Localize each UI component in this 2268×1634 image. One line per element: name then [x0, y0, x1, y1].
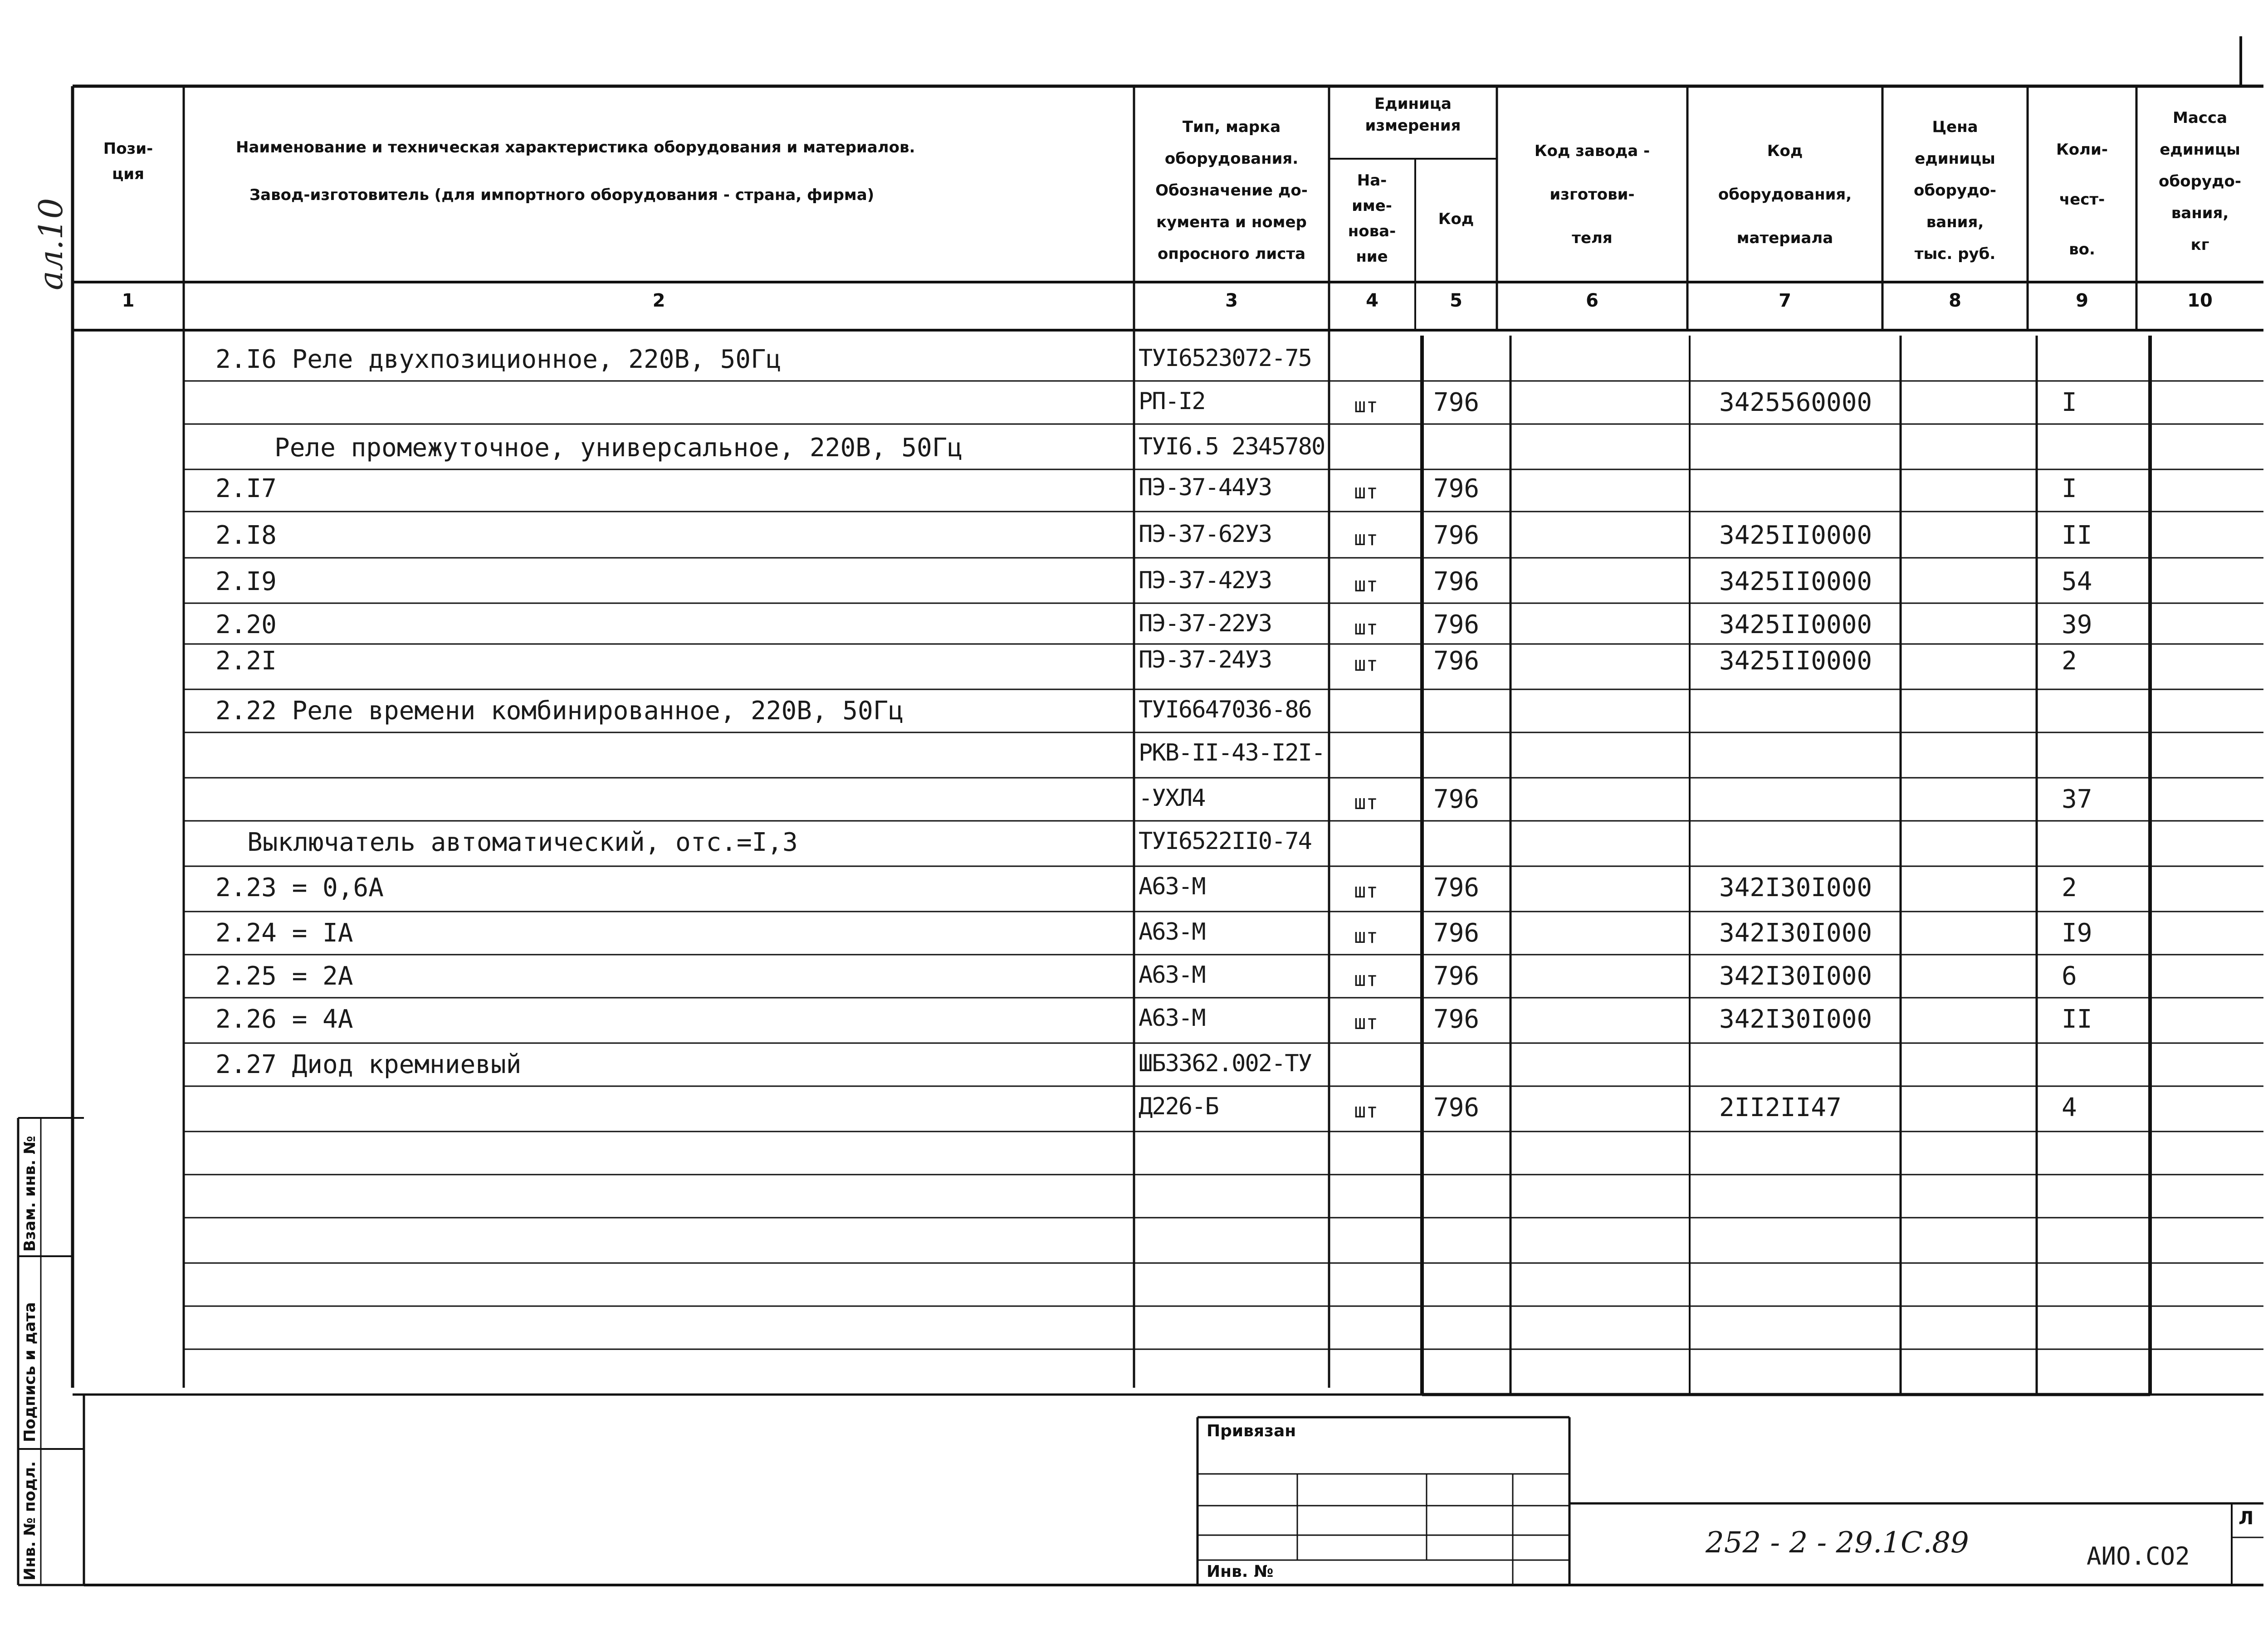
row-quantity: II: [2062, 1005, 2092, 1034]
replacement-inventory-label: Взам. инв. №: [21, 1136, 39, 1252]
column-number-3: 3: [1225, 290, 1238, 311]
sheet-code: АИО.СО2: [2087, 1542, 2190, 1571]
document-code: 252 - 2 - 29.1С.89: [1706, 1526, 1969, 1560]
side-label: ал.10: [32, 198, 70, 290]
row-type: РП-I2: [1139, 388, 1205, 415]
row-quantity: I9: [2062, 918, 2092, 948]
row-equipment-code: 2II2II47: [1719, 1093, 1842, 1122]
row-unit-code: 796: [1433, 1005, 1480, 1034]
header-type: Тип, марка оборудования. Обозначение до- кумента и номер опросного листа: [1155, 118, 1308, 263]
row-name: 2.I9: [215, 567, 277, 596]
row-unit-code: 796: [1433, 474, 1480, 503]
row-name: 2.I6 Реле двухпозиционное, 220В, 50Гц: [215, 345, 782, 374]
column-number-5: 5: [1450, 290, 1462, 311]
row-quantity: I: [2062, 388, 2077, 417]
column-number-4: 4: [1366, 290, 1378, 311]
row-name: 2.24 = IА: [215, 918, 353, 948]
row-equipment-code: 342I30I000: [1719, 1005, 1872, 1034]
row-unit: шт: [1354, 653, 1378, 676]
row-unit: шт: [1354, 791, 1378, 814]
row-type: ПЭ-37-62УЗ: [1139, 521, 1272, 548]
header-price: Цена единицы оборудо- вания, тыс. руб.: [1914, 118, 1996, 263]
row-unit-code: 796: [1433, 646, 1480, 676]
row-quantity: 39: [2062, 610, 2092, 639]
row-type: ПЭ-37-42УЗ: [1139, 567, 1272, 594]
header-equipment-code: Код оборудования, материала: [1718, 142, 1852, 247]
row-equipment-code: 3425560000: [1719, 388, 1872, 417]
header-factory-code: Код завода - изготови- теля: [1534, 142, 1650, 247]
header-name-line1: Наименование и техническая характеристика оборудования и материалов.: [236, 138, 915, 156]
row-quantity: II: [2062, 521, 2092, 550]
row-name: Реле промежуточное, универсальное, 220В, 50Гц: [274, 433, 963, 463]
row-type: ТУI6647036-86: [1139, 696, 1311, 723]
row-unit: шт: [1354, 925, 1378, 948]
row-name: 2.23 = 0,6А: [215, 873, 384, 902]
row-type: А63-М: [1139, 1005, 1205, 1032]
row-equipment-code: 342I30I000: [1719, 918, 1872, 948]
row-type: ПЭ-37-24УЗ: [1139, 646, 1272, 673]
row-name: 2.I7: [215, 474, 277, 503]
row-name: 2.I8: [215, 521, 277, 550]
row-quantity: 2: [2062, 873, 2077, 902]
row-type: ТУI6.5 2345780: [1139, 433, 1325, 460]
row-unit: шт: [1354, 573, 1378, 596]
row-type: А63-М: [1139, 873, 1205, 900]
sheet-label: Л: [2239, 1508, 2254, 1529]
row-name: 2.25 = 2А: [215, 961, 353, 991]
row-unit-code: 796: [1433, 785, 1480, 814]
row-unit-code: 796: [1433, 521, 1480, 550]
header-quantity: Коли- чест- во.: [2056, 141, 2108, 259]
row-name: 2.27 Диод кремниевый: [215, 1050, 522, 1079]
column-number-10: 10: [2187, 290, 2213, 311]
row-equipment-code: 342I30I000: [1719, 873, 1872, 902]
row-unit: шт: [1354, 480, 1378, 503]
row-name: 2.20: [215, 610, 277, 639]
row-unit: шт: [1354, 527, 1378, 550]
header-name-line2: Завод-изготовитель (для импортного оборудования - страна, фирма): [249, 186, 875, 204]
row-name: 2.26 = 4А: [215, 1005, 353, 1034]
row-name: Выключатель автоматический, отс.=I,3: [247, 828, 798, 857]
row-unit-code: 796: [1433, 918, 1480, 948]
row-unit-code: 796: [1433, 1093, 1480, 1122]
row-type: РКВ-II-43-I2I-: [1139, 739, 1325, 766]
row-unit: шт: [1354, 1011, 1378, 1034]
row-type: А63-М: [1139, 918, 1205, 946]
row-type: Д226-Б: [1139, 1093, 1218, 1120]
column-number-9: 9: [2076, 290, 2088, 311]
header-unit-group: Единица измерения: [1365, 95, 1461, 135]
row-type: ТУI6522II0-74: [1139, 828, 1311, 855]
row-unit: шт: [1354, 879, 1378, 902]
row-quantity: I: [2062, 474, 2077, 503]
row-unit: шт: [1354, 616, 1378, 639]
row-equipment-code: 3425II0000: [1719, 610, 1872, 639]
stamp-attached-label: Привязан: [1207, 1422, 1296, 1440]
row-quantity: 6: [2062, 961, 2077, 991]
row-equipment-code: 3425II0000: [1719, 567, 1872, 596]
header-position: Пози- ция: [103, 140, 153, 183]
row-name: 2.22 Реле времени комбинированное, 220В, 50Гц: [215, 696, 904, 726]
row-type: -УХЛ4: [1139, 785, 1205, 812]
row-quantity: 54: [2062, 567, 2092, 596]
row-equipment-code: 342I30I000: [1719, 961, 1872, 991]
row-quantity: 2: [2062, 646, 2077, 676]
column-number-2: 2: [652, 290, 665, 311]
header-mass: Масса единицы оборудо- вания, кг: [2159, 109, 2241, 254]
row-type: ШБ3362.002-ТУ: [1139, 1050, 1311, 1077]
row-name: 2.2I: [215, 646, 277, 676]
original-inventory-label: Инв. № подл.: [21, 1461, 39, 1580]
row-equipment-code: 3425II0000: [1719, 646, 1872, 676]
row-unit-code: 796: [1433, 610, 1480, 639]
row-quantity: 4: [2062, 1093, 2077, 1122]
row-quantity: 37: [2062, 785, 2092, 814]
row-unit: шт: [1354, 394, 1378, 417]
stamp-inventory-label: Инв. №: [1207, 1562, 1274, 1581]
column-number-7: 7: [1779, 290, 1791, 311]
row-type: ПЭ-37-44УЗ: [1139, 474, 1272, 501]
header-unit-code: Код: [1438, 210, 1474, 228]
column-number-8: 8: [1949, 290, 1961, 311]
row-equipment-code: 3425II0000: [1719, 521, 1872, 550]
column-number-1: 1: [122, 290, 135, 311]
row-unit-code: 796: [1433, 388, 1480, 417]
row-type: ПЭ-37-22УЗ: [1139, 610, 1272, 637]
row-type: А63-М: [1139, 961, 1205, 989]
row-unit-code: 796: [1433, 567, 1480, 596]
row-unit-code: 796: [1433, 873, 1480, 902]
signature-date-label: Подпись и дата: [21, 1302, 39, 1442]
column-number-6: 6: [1586, 290, 1598, 311]
row-type: ТУI6523072-75: [1139, 345, 1311, 372]
row-unit: шт: [1354, 968, 1378, 991]
row-unit: шт: [1354, 1099, 1378, 1122]
header-unit-name: На- име- нова- ние: [1348, 171, 1396, 266]
row-unit-code: 796: [1433, 961, 1480, 991]
